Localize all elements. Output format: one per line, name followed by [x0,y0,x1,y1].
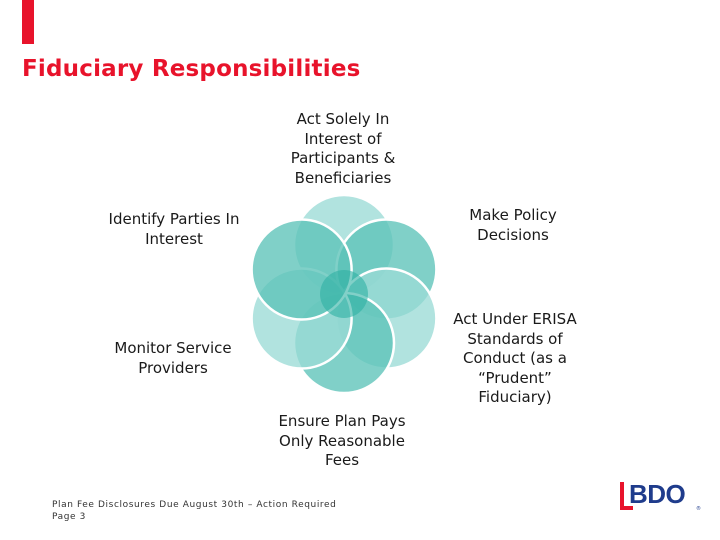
bdo-logo [620,479,701,512]
footer-text: Plan Fee Disclosures Due August 30th – Action Required [52,500,337,510]
label-erisa-standards: Act Under ERISA Standards of Conduct (as a “Prudent” Fiduciary) [453,310,577,406]
page-title: Fiduciary Responsibilities [22,56,361,82]
label-act-solely: Act Solely In Interest of Participants & Beneficiaries [290,110,396,187]
logo-registered-mark: ® [696,506,701,512]
label-reasonable-fees: Ensure Plan Pays Only Reasonable Fees [278,412,406,469]
page-number: Page 3 [52,512,86,522]
label-make-policy: Make Policy Decisions [469,206,557,244]
venn-circles [252,195,437,393]
label-monitor-providers: Monitor Service Providers [114,339,232,377]
label-parties-interest: Identify Parties In Interest [108,210,240,248]
footer [52,499,336,523]
venn-core [320,270,368,318]
logo-text: BDO [629,479,686,509]
